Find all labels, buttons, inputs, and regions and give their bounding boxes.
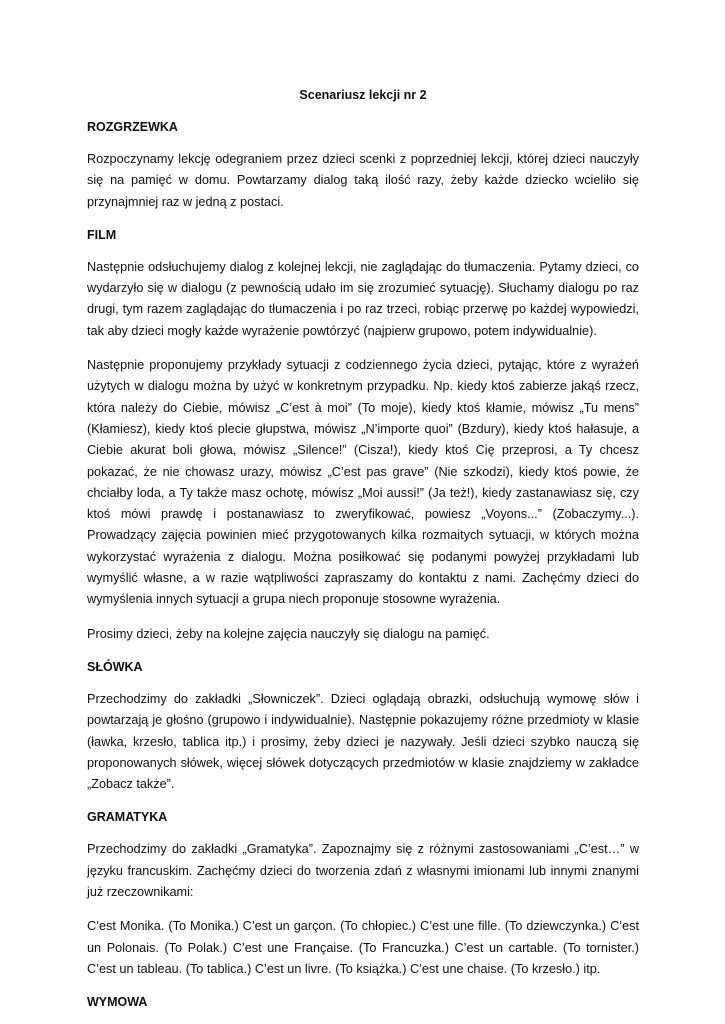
section-heading-slowka: SŁÓWKA	[87, 659, 143, 674]
paragraph-film-1: Następnie odsłuchujemy dialog z kolejnej lekcji, nie zaglądając do tłumaczenia. Pytamy dzieci, co wydarzyło się w dialogu (z pewnością udało im się zrozumieć sytuację). Słuchamy dialogu po raz drugi, tym razem zaglądając do tłumaczenia i po raz trzeci, robiąc przerwę po każdej wypowiedzi, tak aby dzieci mogły każde wyrażenie powtórzyć (najpierw grupowo, potem indywidualnie).	[87, 259, 639, 338]
paragraph-film-2: Następnie proponujemy przykłady sytuacji z codziennego życia dzieci, pytając, które z wyrażeń użytych w dialogu można by użyć w konkretnym przypadku. Np. kiedy ktoś zabierze jakąś rzecz, która należy do Ciebie, mówisz „C’est à moi” (To moje), kiedy ktoś kłamie, mówisz „Tu mens” (Kłamiesz), kiedy ktoś plecie głupstwa, mówisz „N’importe quoi” (Bzdury), kiedy ktoś hałasuje, a Ciebie akurat boli głowa, mówisz „Silence!” (Cisza!), kiedy ktoś Cię przeprosi, a Ty chcesz pokazać, że nie chowasz urazy, mówisz „C’est pas grave” (Nie szkodzi), kiedy ktoś powie, że chciałby loda, a Ty także masz ochotę, mówisz „Moi aussi!” (Ja też!), kiedy zastanawiasz się, czy ktoś mówi prawdę i postanawiasz to zweryfikować, powiesz „Voyons...” (Zobaczymy...). Prowadzący zajęcia powinien mieć przygotowanych kilka rozmaitych sytuacji, w których można wykorzystać wyrażenia z dialogu. Można posiłkować się podanymi powyżej przykładami lub wymyślić własne, a w razie wątpliwości zapraszamy do kontaktu z nami. Zachęćmy dzieci do wymyślenia innych sytuacji a grupa niech proponuje stosowne wyrażenia.	[87, 358, 639, 607]
paragraph-gramatyka-1: Przechodzimy do zakładki „Gramatyka”. Zapoznajmy się z różnymi zastosowaniami „C’est…” w języku francuskim. Zachęćmy dzieci do tworzenia zdań z własnymi imionami lub innymi znanymi już rzeczownikami:	[87, 842, 639, 900]
paragraph-slowka: Przechodzimy do zakładki „Słowniczek”. Dzieci oglądają obrazki, odsłuchują wymowę słów i powtarzają je głośno (grupowo i indywidualnie). Następnie pokazujemy różne przedmioty w klasie (ławka, krzesło, tablica itp.) i prosimy, żeby dzieci je nazywały. Jeśli dzieci szybko nauczą się proponowanych słówek, więcej słówek dotyczących przedmiotów w klasie znajdziemy w zakładce „Zobacz także”.	[87, 691, 639, 792]
document-page	[87, 86, 639, 1024]
section-heading-gramatyka: GRAMATYKA	[87, 810, 168, 825]
section-heading-wymowa: WYMOWA	[87, 995, 148, 1010]
document-title: Scenariusz lekcji nr 2	[299, 88, 427, 102]
paragraph-film-3: Prosimy dzieci, żeby na kolejne zajęcia nauczyły się dialogu na pamięć.	[87, 626, 490, 641]
paragraph-gramatyka-2: C’est Monika. (To Monika.) C’est un garçon. (To chłopiec.) C’est une fille. (To dziewczynka.) C’est un Polonais. (To Polak.) C’est une Française. (To Francuzka.) C’est un cartable. (To tornister.) C’est un tableau. (To tablica.) C’est un livre. (To książka.) C’est une chaise. (To krzesło.) itp.	[87, 919, 639, 976]
section-heading-film: FILM	[87, 227, 117, 242]
paragraph-rozgrzewka: Rozpoczynamy lekcję odegraniem przez dzieci scenki z poprzedniej lekcji, której dzieci nauczyły się na pamięć w domu. Powtarzamy dialog taką ilość razy, żeby każde dziecko wcieliło się przynajmniej raz w jedną z postaci.	[87, 152, 639, 209]
section-heading-rozgrzewka: ROZGRZEWKA	[87, 120, 178, 134]
